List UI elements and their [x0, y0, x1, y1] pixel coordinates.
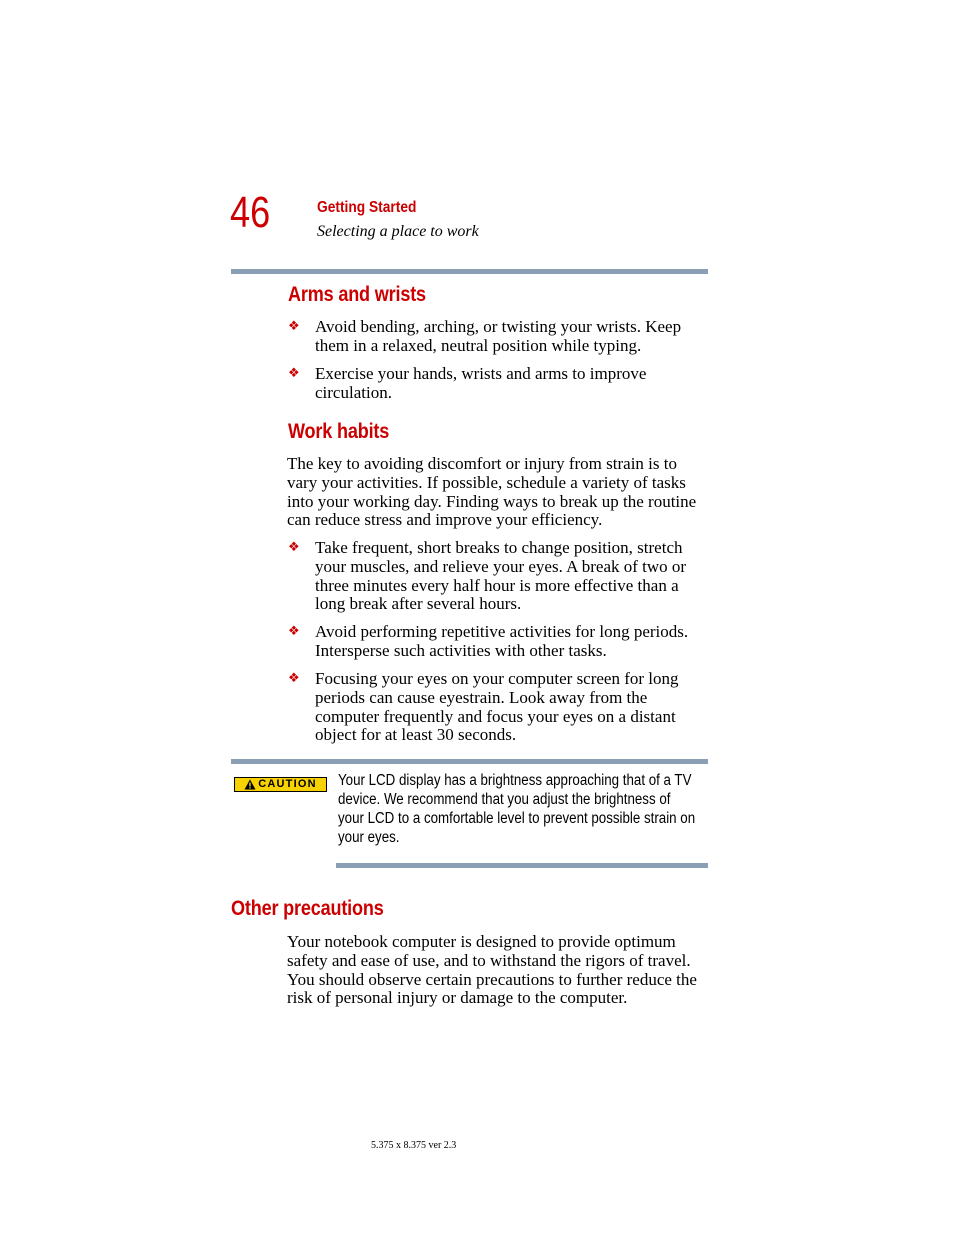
bullet-text: Avoid performing repetitive activities for long periods. Intersperse such activities with other tasks. — [315, 622, 689, 660]
bullet-text: Take frequent, short breaks to change position, stretch your muscles, and relieve your eyes. A break of two or three minutes every half hour is more effective than a long break after several hours. — [315, 538, 687, 614]
diamond-bullet-icon: ❖ — [288, 624, 300, 639]
heading-other-precautions: Other precautions — [231, 897, 384, 920]
heading-arms-and-wrists: Arms and wrists — [288, 283, 426, 306]
caution-top-rule — [231, 759, 708, 764]
caution-badge — [234, 777, 327, 792]
caution-label: CAUTION — [258, 778, 317, 790]
footer-version: 5.375 x 8.375 ver 2.3 — [371, 1140, 457, 1151]
caution-bottom-rule — [336, 863, 708, 868]
diamond-bullet-icon: ❖ — [288, 366, 300, 381]
work-habits-intro: The key to avoiding discomfort or injury from strain is to vary your activities. If possible, schedule a variety of tasks into your working day. Finding ways to break up the routine can reduce stress and improve your efficiency. — [287, 454, 697, 530]
bullet-text: Avoid bending, arching, or twisting your wrists. Keep them in a relaxed, neutral position while typing. — [315, 317, 682, 355]
diamond-bullet-icon: ❖ — [288, 671, 300, 686]
caution-text: Your LCD display has a brightness approaching that of a TV device. We recommend that you adjust the brightness of your LCD to a comfortable level to prevent possible strain on your eyes. — [338, 772, 696, 846]
warning-triangle-icon — [244, 779, 256, 790]
diamond-bullet-icon: ❖ — [288, 319, 300, 334]
bullet-text: Focusing your eyes on your computer screen for long periods can cause eyestrain. Look away from the computer frequently and focus your eyes on a distant object for at least 30 seconds. — [315, 669, 679, 745]
chapter-title: Getting Started — [317, 199, 417, 216]
other-precautions-body: Your notebook computer is designed to provide optimum safety and ease of use, and to withstand the rigors of travel. You should observe certain precautions to further reduce the risk of personal injury or damage to the computer. — [287, 932, 697, 1008]
page-number: 46 — [230, 188, 271, 237]
diamond-bullet-icon: ❖ — [288, 540, 300, 555]
section-title: Selecting a place to work — [317, 223, 479, 240]
top-rule — [231, 269, 708, 274]
bullet-text: Exercise your hands, wrists and arms to improve circulation. — [315, 364, 647, 402]
heading-work-habits: Work habits — [288, 420, 390, 443]
